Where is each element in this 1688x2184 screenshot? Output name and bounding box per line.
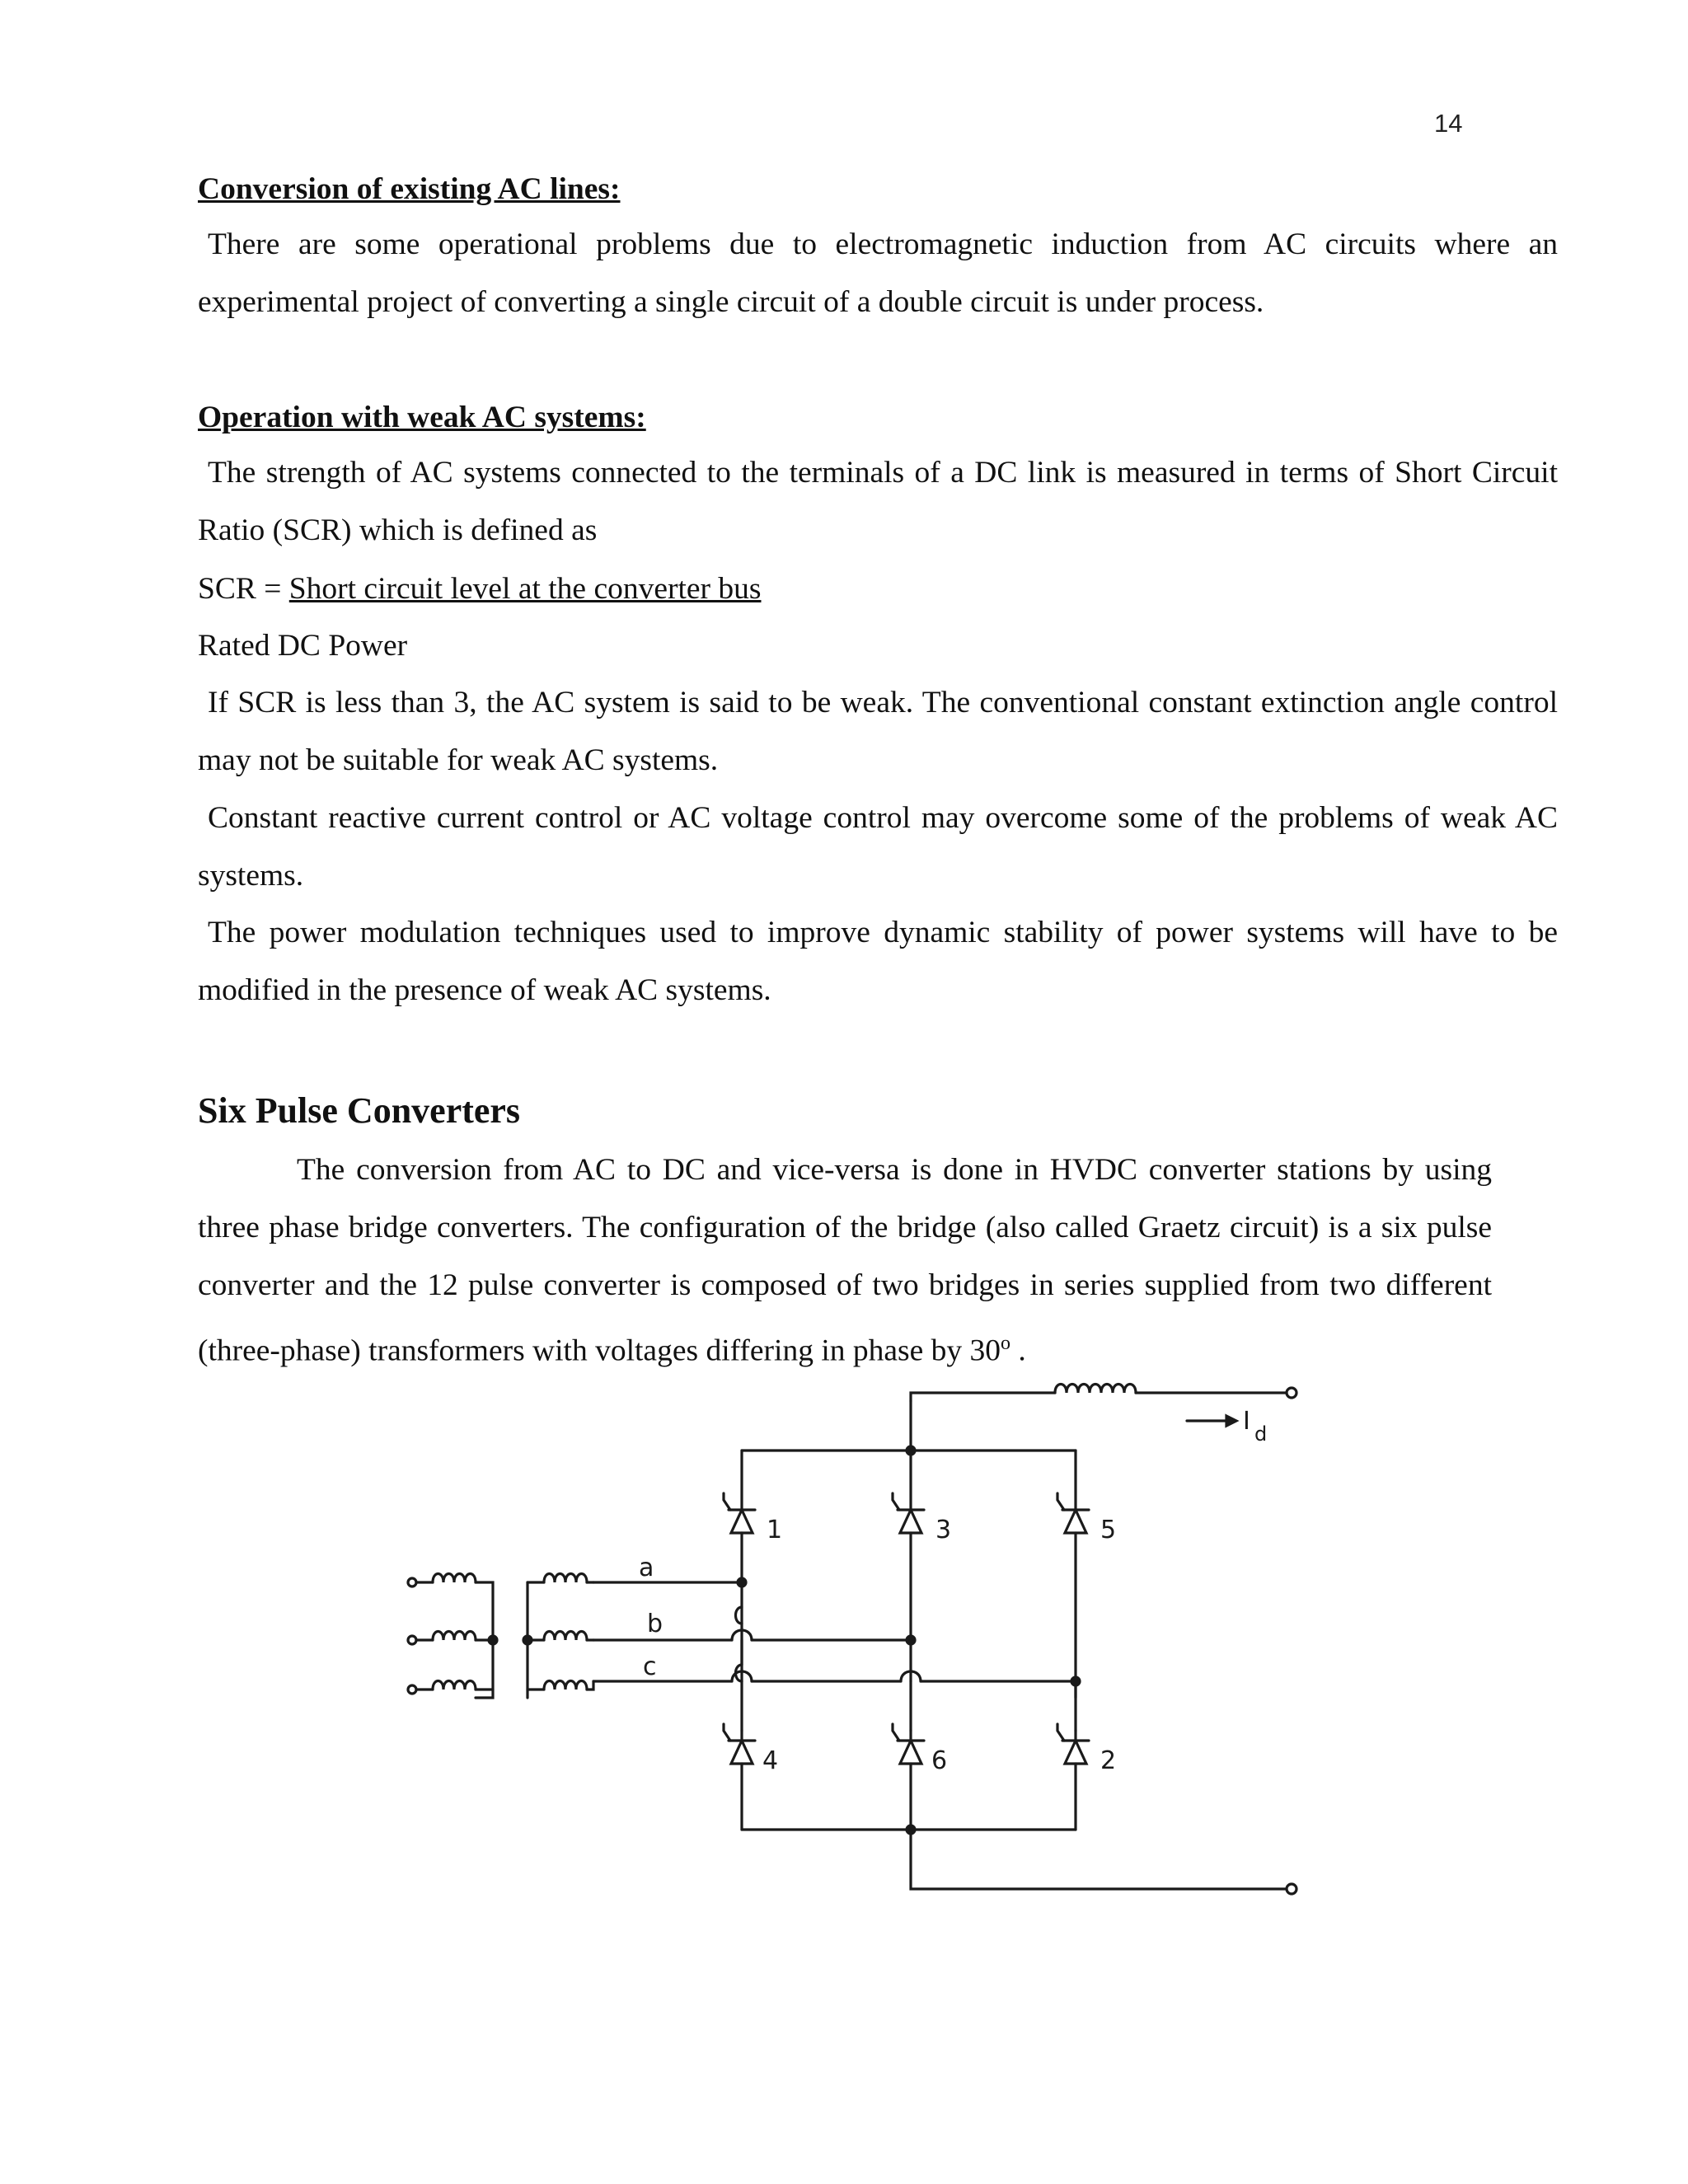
formula-numerator: Short circuit level at the converter bus — [288, 572, 762, 606]
thyristor-label-3: 3 — [935, 1516, 952, 1544]
phase-label-c: c — [643, 1652, 657, 1681]
paragraph-power-modulation-text: The power modulation techniques used to improve dynamic stability of power systems will have to be modified in the presence of weak AC systems. — [198, 916, 1558, 1007]
transformer-secondary — [523, 1574, 593, 1699]
dc-output-bottom — [742, 1825, 1296, 1894]
dc-terminal-positive — [1287, 1388, 1296, 1398]
paragraph-six-pulse-end: . — [1010, 1333, 1026, 1368]
top-bus — [742, 1401, 1076, 1508]
page-number: 14 — [1434, 109, 1463, 138]
heading-weak-ac-systems: Operation with weak AC systems: — [198, 401, 646, 434]
phase-lines — [593, 1582, 1080, 1685]
phase-label-b: b — [647, 1610, 663, 1638]
transformer-primary — [408, 1574, 497, 1699]
thyristor-4 — [724, 1724, 755, 1830]
thyristor-label-6: 6 — [931, 1746, 948, 1775]
thyristor-label-2: 2 — [1100, 1746, 1117, 1775]
thyristor-label-5: 5 — [1100, 1516, 1117, 1544]
formula-denominator: Rated DC Power — [198, 629, 408, 663]
thyristor-5 — [1057, 1493, 1089, 1698]
degree-superscript: o — [1001, 1333, 1011, 1354]
formula-prefix: SCR = — [198, 572, 289, 606]
dc-terminal-negative — [1287, 1884, 1296, 1894]
heading-six-pulse-converters: Six Pulse Converters — [198, 1090, 521, 1131]
current-label: I — [1243, 1407, 1250, 1436]
paragraph-scr-text: The strength of AC systems connected to the terminals of a DC link is measured in terms of Short Circuit Ratio (SCR) which is defined as — [198, 456, 1558, 547]
thyristor-6 — [893, 1724, 924, 1830]
phase-label-a: a — [639, 1554, 654, 1582]
paragraph-six-pulse-text: The conversion from AC to DC and vice-versa is done in HVDC converter stations by using three phase bridge converters. The configuration of the bridge (also called Graetz circuit) is a six pulse converter and the 12 pulse converter is composed of two bridges in series supplied from two different (three-phase) transformers with voltages differing in phase by 30 — [198, 1153, 1492, 1368]
thyristor-label-1: 1 — [767, 1516, 783, 1544]
paragraph-conversion-text: There are some operational problems due to electromagnetic induction from AC circuits where an experimental project of converting a single circuit of a double circuit is under process. — [198, 227, 1558, 319]
leg-a — [736, 1578, 747, 1731]
thyristor-1 — [724, 1493, 755, 1582]
paragraph-reactive-text: Constant reactive current control or AC voltage control may overcome some of the problems of weak AC systems. — [198, 801, 1558, 893]
thyristor-label-4: 4 — [762, 1746, 779, 1775]
thyristor-2 — [1057, 1724, 1089, 1830]
heading-conversion-ac-lines: Conversion of existing AC lines: — [198, 172, 621, 206]
paragraph-weak-scr-text: If SCR is less than 3, the AC system is said to be weak. The conventional constant extinction angle control may not be suitable for weak AC systems. — [198, 686, 1558, 777]
thyristor-3 — [893, 1493, 924, 1681]
current-subscript: d — [1254, 1422, 1268, 1446]
dc-output-top — [911, 1385, 1296, 1427]
